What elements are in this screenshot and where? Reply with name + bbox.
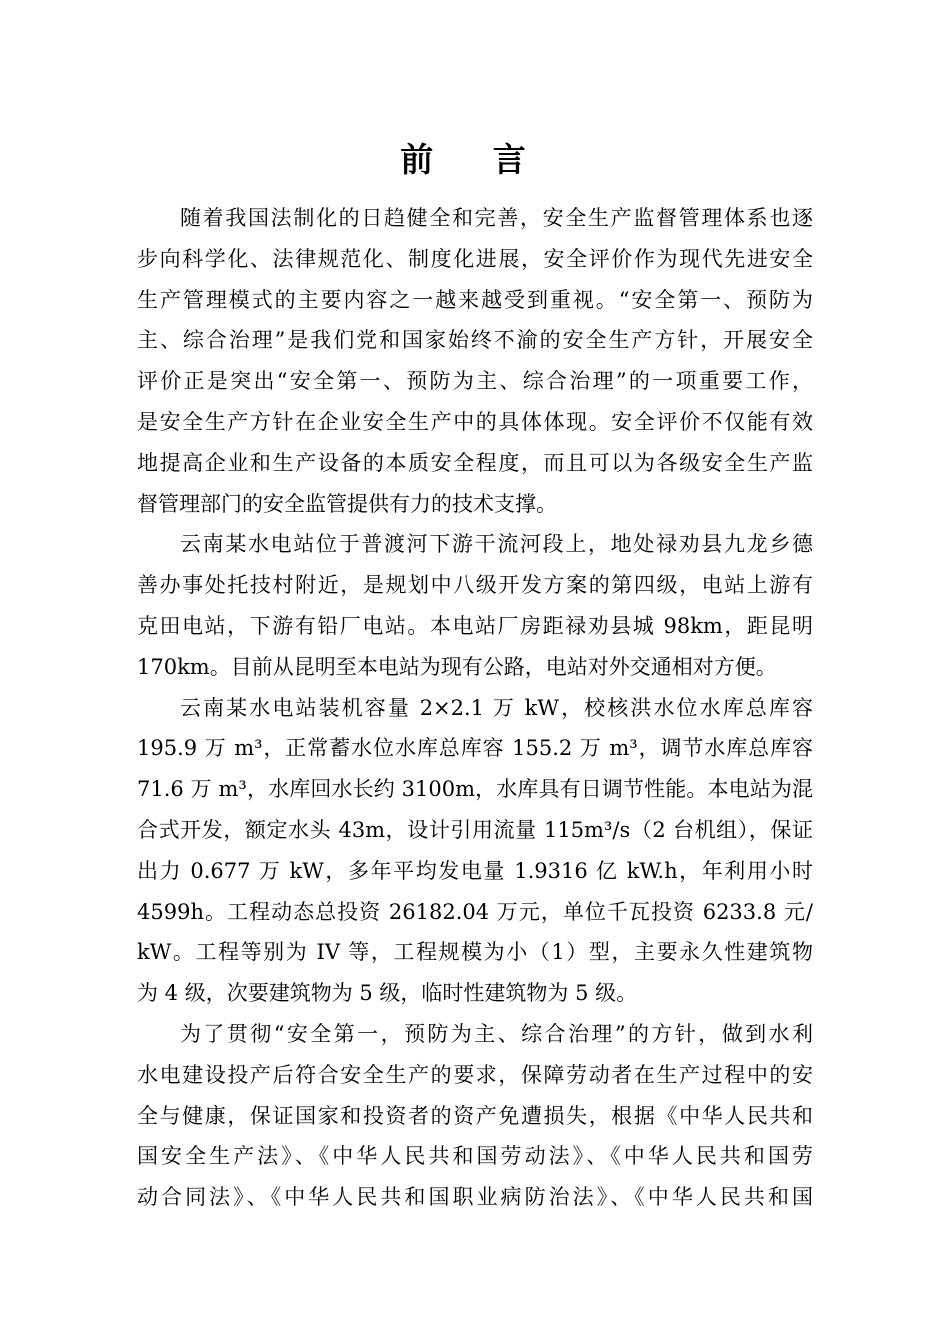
text-line: kW。工程等别为 IV 等，工程规模为小（1）型，主要永久性建筑物	[137, 940, 813, 965]
text-line: 为 4 级，次要建筑物为 5 级，临时性建筑物为 5 级。	[137, 981, 638, 1006]
text-line: 善办事处托技村附近，是规划中八级开发方案的第四级，电站上游有	[137, 573, 813, 598]
text-line: 云南某水电站位于普渡河下游干流河段上，地处禄劝县九龙乡德	[180, 532, 813, 557]
text-line: 随着我国法制化的日趋健全和完善，安全生产监督管理体系也逐	[180, 206, 813, 230]
text-line: 4599h。工程动态总投资 26182.04 万元，单位千瓦投资 6233.8 元/	[137, 899, 813, 924]
text-line: 国安全生产法》、《中华人民共和国劳动法》、《中华人民共和国劳	[137, 1144, 813, 1169]
text-line: 水电建设投产后符合安全生产的要求，保障劳动者在生产过程中的安	[137, 1062, 813, 1087]
text-line: 71.6 万 m³，水库回水长约 3100m，水库具有日调节性能。本电站为混	[137, 777, 813, 802]
paragraph-1	[137, 198, 813, 524]
text-line: 合式开发，额定水头 43m，设计引用流量 115m³/s（2 台机组），保证	[137, 817, 813, 842]
text-line: 生产管理模式的主要内容之一越来越受到重视。“安全第一、预防为	[137, 287, 813, 312]
paragraph-4	[137, 1014, 813, 1218]
paragraph-2	[137, 524, 813, 687]
text-line: 主、综合治理”是我们党和国家始终不渝的安全生产方针，开展安全	[137, 328, 813, 353]
body-text	[137, 198, 813, 1218]
text-line: 是安全生产方针在企业安全生产中的具体体现。安全评价不仅能有效	[137, 409, 813, 434]
text-line: 地提高企业和生产设备的本质安全程度，而且可以为各级安全生产监	[137, 450, 813, 475]
text-line: 全与健康，保证国家和投资者的资产免遭损失，根据《中华人民共和	[137, 1103, 813, 1128]
text-line: 为了贯彻“安全第一，预防为主、综合治理”的方针，做到水利	[180, 1021, 813, 1046]
page-title: 前 言	[400, 140, 550, 179]
text-line: 克田电站，下游有铅厂电站。本电站厂房距禄劝县城 98km，距昆明	[137, 613, 813, 638]
text-line: 评价正是突出“安全第一、预防为主、综合治理”的一项重要工作，	[137, 369, 813, 394]
text-line: 督管理部门的安全监管提供有力的技术支撑。	[137, 491, 557, 516]
text-line: 步向科学化、法律规范化、制度化进展，安全评价作为现代先进安全	[137, 246, 813, 271]
text-line: 170km。目前从昆明至本电站为现有公路，电站对外交通相对方便。	[137, 654, 777, 679]
text-line: 云南某水电站装机容量 2×2.1 万 kW，校核洪水位水库总库容	[180, 695, 813, 720]
paragraph-3	[137, 688, 813, 1014]
text-line: 出力 0.677 万 kW，多年平均发电量 1.9316 亿 kW.h，年利用小时	[137, 858, 813, 883]
text-line: 动合同法》、《中华人民共和国职业病防治法》、《中华人民共和国	[137, 1185, 813, 1210]
text-line: 195.9 万 m³，正常蓄水位水库总库容 155.2 万 m³，调节水库总库容	[137, 736, 813, 761]
